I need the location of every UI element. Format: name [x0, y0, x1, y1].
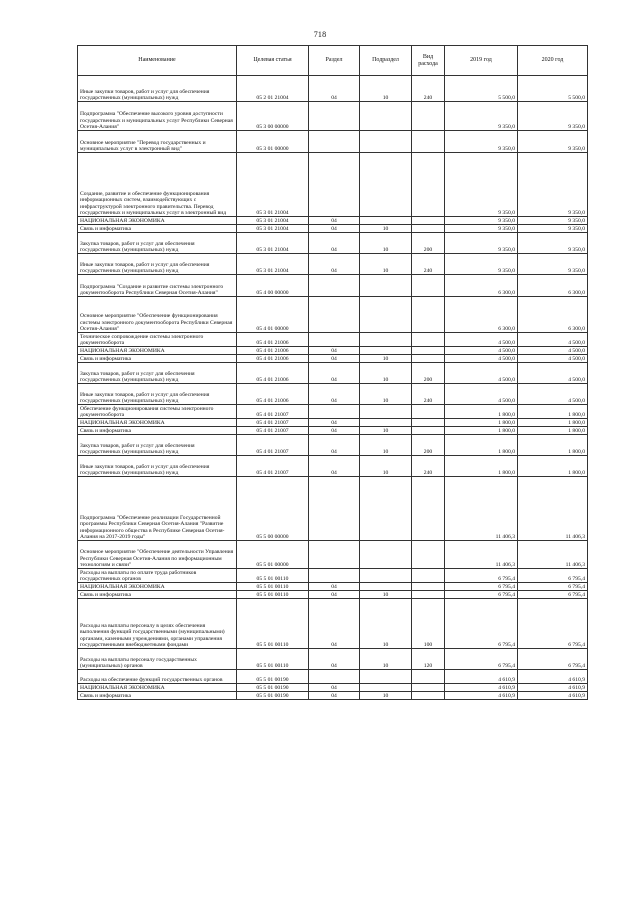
- row-section: 04: [309, 649, 360, 670]
- table-row: [78, 583, 588, 591]
- row-subsection: 10: [360, 355, 412, 363]
- row-target-article: 05 4 01 00000: [237, 297, 309, 333]
- page-number: 718: [313, 30, 327, 39]
- table-row: [78, 355, 588, 363]
- row-amount-2020: 6 795,4: [518, 583, 588, 591]
- row-amount-2020: 4 610,9: [518, 692, 588, 700]
- row-section: [309, 569, 360, 583]
- row-target-article: 05 4 01 21007: [237, 456, 309, 477]
- row-expense-type: [412, 569, 445, 583]
- table-row: [78, 569, 588, 583]
- table-row: [78, 456, 588, 477]
- row-target-article: 05 5 01 00190: [237, 684, 309, 692]
- row-expense-type: 200: [412, 435, 445, 456]
- row-target-article: 05 4 01 21006: [237, 347, 309, 355]
- row-section: [309, 333, 360, 347]
- row-subsection: [360, 405, 412, 419]
- row-expense-type: 240: [412, 456, 445, 477]
- row-expense-type: [412, 333, 445, 347]
- row-amount-2019: 6 300,0: [445, 297, 518, 333]
- row-name: Основное мероприятие "Перевод государственных и муниципальных услуг в электронный вид": [78, 131, 237, 153]
- table-row: [78, 599, 588, 649]
- row-amount-2020: 9 350,0: [518, 131, 588, 153]
- row-expense-type: [412, 583, 445, 591]
- row-target-article: 05 5 01 00110: [237, 591, 309, 599]
- row-expense-type: 240: [412, 384, 445, 405]
- row-amount-2020: 6 795,4: [518, 649, 588, 670]
- table-row: [78, 419, 588, 427]
- row-amount-2019: 4 500,0: [445, 363, 518, 384]
- row-amount-2020: 4 500,0: [518, 347, 588, 355]
- row-amount-2019: 9 350,0: [445, 131, 518, 153]
- row-amount-2020: 5 500,0: [518, 76, 588, 102]
- row-name: Связь и информатика: [78, 225, 237, 233]
- table-row: [78, 131, 588, 153]
- header-year-2020: 2020 год: [518, 46, 588, 76]
- row-target-article: 05 4 01 21007: [237, 435, 309, 456]
- row-target-article: 05 3 01 21004: [237, 254, 309, 275]
- header-subsection: Подраздел: [360, 46, 412, 76]
- row-name: НАЦИОНАЛЬНАЯ ЭКОНОМИКА: [78, 419, 237, 427]
- row-subsection: [360, 419, 412, 427]
- row-name: Связь и информатика: [78, 591, 237, 599]
- row-amount-2019: 4 500,0: [445, 384, 518, 405]
- row-amount-2019: 4 610,9: [445, 692, 518, 700]
- row-subsection: 10: [360, 427, 412, 435]
- row-section: 04: [309, 254, 360, 275]
- budget-table: [77, 45, 588, 700]
- row-expense-type: [412, 102, 445, 131]
- row-amount-2020: 4 500,0: [518, 355, 588, 363]
- row-target-article: 05 4 00 00000: [237, 275, 309, 297]
- row-amount-2019: 9 350,0: [445, 225, 518, 233]
- row-section: [309, 131, 360, 153]
- table-row: [78, 225, 588, 233]
- row-section: [309, 477, 360, 541]
- row-subsection: 10: [360, 649, 412, 670]
- table-row: [78, 435, 588, 456]
- row-expense-type: [412, 591, 445, 599]
- row-section: 04: [309, 599, 360, 649]
- row-section: 04: [309, 217, 360, 225]
- row-amount-2020: 1 800,0: [518, 427, 588, 435]
- row-subsection: 10: [360, 692, 412, 700]
- row-amount-2019: 6 795,4: [445, 591, 518, 599]
- row-expense-type: [412, 427, 445, 435]
- row-name: НАЦИОНАЛЬНАЯ ЭКОНОМИКА: [78, 684, 237, 692]
- row-target-article: 05 4 01 21006: [237, 384, 309, 405]
- table-row: [78, 275, 588, 297]
- row-name: Расходы на выплаты персоналу в целях обеспечения выполнения функций государственными (муниципальными) органами, казенными учреждениями, органами управления государственными внебюджетными фондами: [78, 599, 237, 649]
- row-amount-2020: 9 350,0: [518, 153, 588, 217]
- row-amount-2019: 9 350,0: [445, 153, 518, 217]
- table-row: [78, 233, 588, 254]
- row-name: Связь и информатика: [78, 692, 237, 700]
- table-row: [78, 333, 588, 347]
- table-row: [78, 297, 588, 333]
- row-subsection: [360, 131, 412, 153]
- row-subsection: 10: [360, 435, 412, 456]
- row-amount-2019: 1 800,0: [445, 405, 518, 419]
- row-target-article: 05 3 01 21004: [237, 225, 309, 233]
- table-row: [78, 384, 588, 405]
- row-expense-type: [412, 419, 445, 427]
- row-name: Закупка товаров, работ и услуг для обеспечения государственных (муниципальных) нужд: [78, 363, 237, 384]
- row-name: Обеспечение функционирования системы электронного документооборота: [78, 405, 237, 419]
- row-expense-type: 100: [412, 599, 445, 649]
- header-name: Наименование: [78, 46, 237, 76]
- row-amount-2020: 6 300,0: [518, 297, 588, 333]
- row-section: 04: [309, 355, 360, 363]
- row-section: 04: [309, 692, 360, 700]
- table-row: [78, 591, 588, 599]
- row-amount-2020: 9 350,0: [518, 233, 588, 254]
- row-subsection: 10: [360, 456, 412, 477]
- row-subsection: [360, 684, 412, 692]
- table-row: [78, 692, 588, 700]
- row-name: Расходы на выплаты по оплате труда работников государственных органов: [78, 569, 237, 583]
- row-section: 04: [309, 456, 360, 477]
- row-target-article: 05 3 01 21004: [237, 217, 309, 225]
- row-name: Закупка товаров, работ и услуг для обеспечения государственных (муниципальных) нужд: [78, 435, 237, 456]
- row-subsection: [360, 297, 412, 333]
- row-amount-2020: 6 795,4: [518, 599, 588, 649]
- header-year-2019: 2019 год: [445, 46, 518, 76]
- row-target-article: 05 3 01 21004: [237, 153, 309, 217]
- row-section: [309, 102, 360, 131]
- row-target-article: 05 5 01 00190: [237, 670, 309, 684]
- row-amount-2019: 9 350,0: [445, 102, 518, 131]
- row-expense-type: [412, 477, 445, 541]
- row-amount-2019: 1 800,0: [445, 435, 518, 456]
- row-section: 04: [309, 233, 360, 254]
- row-name: Закупка товаров, работ и услуг для обеспечения государственных (муниципальных) нужд: [78, 233, 237, 254]
- row-expense-type: [412, 405, 445, 419]
- row-amount-2019: 6 795,4: [445, 583, 518, 591]
- row-section: [309, 275, 360, 297]
- row-expense-type: [412, 692, 445, 700]
- header-expense-type: Вид расхода: [412, 46, 445, 76]
- row-amount-2019: 9 350,0: [445, 254, 518, 275]
- row-expense-type: [412, 684, 445, 692]
- row-target-article: 05 4 01 21007: [237, 405, 309, 419]
- row-target-article: 05 4 01 21006: [237, 363, 309, 384]
- row-subsection: [360, 477, 412, 541]
- row-amount-2020: 1 800,0: [518, 419, 588, 427]
- row-expense-type: [412, 541, 445, 569]
- row-section: 04: [309, 347, 360, 355]
- row-target-article: 05 4 01 21006: [237, 333, 309, 347]
- row-name: Иные закупки товаров, работ и услуг для обеспечения государственных (муниципальных) нужд: [78, 76, 237, 102]
- row-amount-2020: 1 800,0: [518, 435, 588, 456]
- row-amount-2019: 4 610,9: [445, 670, 518, 684]
- row-name: Создание, развитие и обеспечение функционирования информационных систем, взаимодействующих с инфраструктурой электронного правительства. Перевод государственных и муниципальных услуг в электронный вид: [78, 153, 237, 217]
- table-row: [78, 541, 588, 569]
- row-section: 04: [309, 583, 360, 591]
- row-subsection: [360, 541, 412, 569]
- row-target-article: 05 4 01 21006: [237, 355, 309, 363]
- row-amount-2019: 11 406,3: [445, 541, 518, 569]
- row-amount-2020: 4 500,0: [518, 333, 588, 347]
- row-section: 04: [309, 363, 360, 384]
- table-row: [78, 477, 588, 541]
- row-amount-2019: 5 500,0: [445, 76, 518, 102]
- row-amount-2020: 6 795,4: [518, 569, 588, 583]
- row-name: Расходы на обеспечение функций государственных органов: [78, 670, 237, 684]
- row-expense-type: 240: [412, 76, 445, 102]
- row-expense-type: [412, 225, 445, 233]
- row-section: [309, 670, 360, 684]
- row-name: Основное мероприятие "Обеспечение деятельности Управления Республики Северная Осетия-Алания по информационным технологиям и связи": [78, 541, 237, 569]
- row-section: [309, 541, 360, 569]
- row-expense-type: [412, 355, 445, 363]
- row-expense-type: 200: [412, 363, 445, 384]
- row-target-article: 05 5 01 00110: [237, 569, 309, 583]
- row-section: 04: [309, 435, 360, 456]
- table-row: [78, 649, 588, 670]
- row-target-article: 05 5 00 00000: [237, 477, 309, 541]
- row-name: Иные закупки товаров, работ и услуг для обеспечения государственных (муниципальных) нужд: [78, 254, 237, 275]
- row-expense-type: [412, 153, 445, 217]
- row-amount-2019: 9 350,0: [445, 233, 518, 254]
- row-section: 04: [309, 76, 360, 102]
- table-header-row: [78, 46, 588, 76]
- row-amount-2020: 6 795,4: [518, 591, 588, 599]
- row-amount-2019: 6 795,4: [445, 599, 518, 649]
- row-amount-2020: 4 610,9: [518, 684, 588, 692]
- table-row: [78, 254, 588, 275]
- row-target-article: 05 3 01 21004: [237, 233, 309, 254]
- row-amount-2020: 11 406,3: [518, 541, 588, 569]
- row-target-article: 05 5 01 00190: [237, 692, 309, 700]
- row-amount-2019: 1 800,0: [445, 427, 518, 435]
- row-amount-2019: 6 795,4: [445, 649, 518, 670]
- table-row: [78, 363, 588, 384]
- row-amount-2020: 9 350,0: [518, 254, 588, 275]
- row-amount-2019: 4 500,0: [445, 347, 518, 355]
- row-amount-2019: 9 350,0: [445, 217, 518, 225]
- row-amount-2020: 1 800,0: [518, 456, 588, 477]
- row-amount-2020: 9 350,0: [518, 225, 588, 233]
- row-expense-type: 120: [412, 649, 445, 670]
- table-row: [78, 76, 588, 102]
- table-row: [78, 217, 588, 225]
- row-amount-2020: 9 350,0: [518, 102, 588, 131]
- row-amount-2020: 4 500,0: [518, 363, 588, 384]
- table-row: [78, 427, 588, 435]
- row-subsection: [360, 569, 412, 583]
- row-expense-type: [412, 131, 445, 153]
- row-subsection: [360, 583, 412, 591]
- row-section: 04: [309, 591, 360, 599]
- row-name: Иные закупки товаров, работ и услуг для обеспечения государственных (муниципальных) нужд: [78, 384, 237, 405]
- row-name: НАЦИОНАЛЬНАЯ ЭКОНОМИКА: [78, 347, 237, 355]
- row-amount-2019: 6 795,4: [445, 569, 518, 583]
- row-subsection: 10: [360, 384, 412, 405]
- row-name: Подпрограмма "Создание и развитие системы электронного документооборота Республики Северная Осетия-Алания": [78, 275, 237, 297]
- row-subsection: 10: [360, 363, 412, 384]
- row-subsection: 10: [360, 76, 412, 102]
- row-expense-type: [412, 275, 445, 297]
- row-target-article: 05 3 00 00000: [237, 102, 309, 131]
- table-row: [78, 102, 588, 131]
- row-subsection: [360, 153, 412, 217]
- row-amount-2019: 11 406,3: [445, 477, 518, 541]
- row-name: Связь и информатика: [78, 427, 237, 435]
- row-name: Основное мероприятие "Обеспечение функционирования системы электронного документооборота Республики Северная Осетия-Алания": [78, 297, 237, 333]
- row-subsection: 10: [360, 254, 412, 275]
- row-subsection: [360, 102, 412, 131]
- row-amount-2020: 4 500,0: [518, 384, 588, 405]
- row-amount-2019: 6 300,0: [445, 275, 518, 297]
- row-name: НАЦИОНАЛЬНАЯ ЭКОНОМИКА: [78, 217, 237, 225]
- header-section: Раздел: [309, 46, 360, 76]
- row-target-article: 05 5 01 00110: [237, 583, 309, 591]
- row-target-article: 05 4 01 21007: [237, 419, 309, 427]
- row-amount-2019: 1 800,0: [445, 456, 518, 477]
- row-section: 04: [309, 225, 360, 233]
- row-section: [309, 297, 360, 333]
- header-target-article: Целевая статья: [237, 46, 309, 76]
- table-row: [78, 670, 588, 684]
- row-section: [309, 405, 360, 419]
- row-amount-2020: 6 300,0: [518, 275, 588, 297]
- row-target-article: 05 2 01 21004: [237, 76, 309, 102]
- row-expense-type: [412, 217, 445, 225]
- row-target-article: 05 4 01 21007: [237, 427, 309, 435]
- row-section: 04: [309, 384, 360, 405]
- row-name: Подпрограмма "Обеспечение реализации Государственной программы Республики Северная Осетия-Алания "Развитие информационного общества в Республике Северная Осетия-Алания на 2017-2019 годы": [78, 477, 237, 541]
- row-amount-2020: 11 406,3: [518, 477, 588, 541]
- row-expense-type: [412, 347, 445, 355]
- row-subsection: [360, 670, 412, 684]
- row-name: Техническое сопровождение системы электронного документооборота: [78, 333, 237, 347]
- row-subsection: [360, 333, 412, 347]
- row-target-article: 05 5 01 00110: [237, 599, 309, 649]
- row-expense-type: [412, 670, 445, 684]
- row-amount-2019: 1 800,0: [445, 419, 518, 427]
- row-name: НАЦИОНАЛЬНАЯ ЭКОНОМИКА: [78, 583, 237, 591]
- row-subsection: 10: [360, 599, 412, 649]
- row-subsection: [360, 347, 412, 355]
- row-section: 04: [309, 427, 360, 435]
- table-row: [78, 405, 588, 419]
- row-name: Иные закупки товаров, работ и услуг для обеспечения государственных (муниципальных) нужд: [78, 456, 237, 477]
- row-name: Расходы на выплаты персоналу государственных (муниципальных) органов: [78, 649, 237, 670]
- row-target-article: 05 3 01 00000: [237, 131, 309, 153]
- row-expense-type: [412, 297, 445, 333]
- table-row: [78, 347, 588, 355]
- table-row: [78, 684, 588, 692]
- table-row: [78, 153, 588, 217]
- row-amount-2020: 9 350,0: [518, 217, 588, 225]
- row-target-article: 05 5 01 00110: [237, 649, 309, 670]
- row-section: 04: [309, 419, 360, 427]
- row-name: Связь и информатика: [78, 355, 237, 363]
- row-target-article: 05 5 01 00000: [237, 541, 309, 569]
- row-subsection: 10: [360, 233, 412, 254]
- row-amount-2020: 4 610,9: [518, 670, 588, 684]
- row-amount-2019: 4 500,0: [445, 333, 518, 347]
- row-expense-type: 200: [412, 233, 445, 254]
- row-subsection: [360, 217, 412, 225]
- row-subsection: 10: [360, 225, 412, 233]
- row-amount-2019: 4 500,0: [445, 355, 518, 363]
- row-amount-2019: 4 610,9: [445, 684, 518, 692]
- row-subsection: [360, 275, 412, 297]
- row-section: [309, 153, 360, 217]
- row-amount-2020: 1 800,0: [518, 405, 588, 419]
- row-expense-type: 240: [412, 254, 445, 275]
- row-subsection: 10: [360, 591, 412, 599]
- row-section: 04: [309, 684, 360, 692]
- row-name: Подпрограмма "Обеспечение высокого уровня доступности государственных и муниципальных услуг Республики Северная Осетия-Алания": [78, 102, 237, 131]
- table-body: [78, 76, 588, 700]
